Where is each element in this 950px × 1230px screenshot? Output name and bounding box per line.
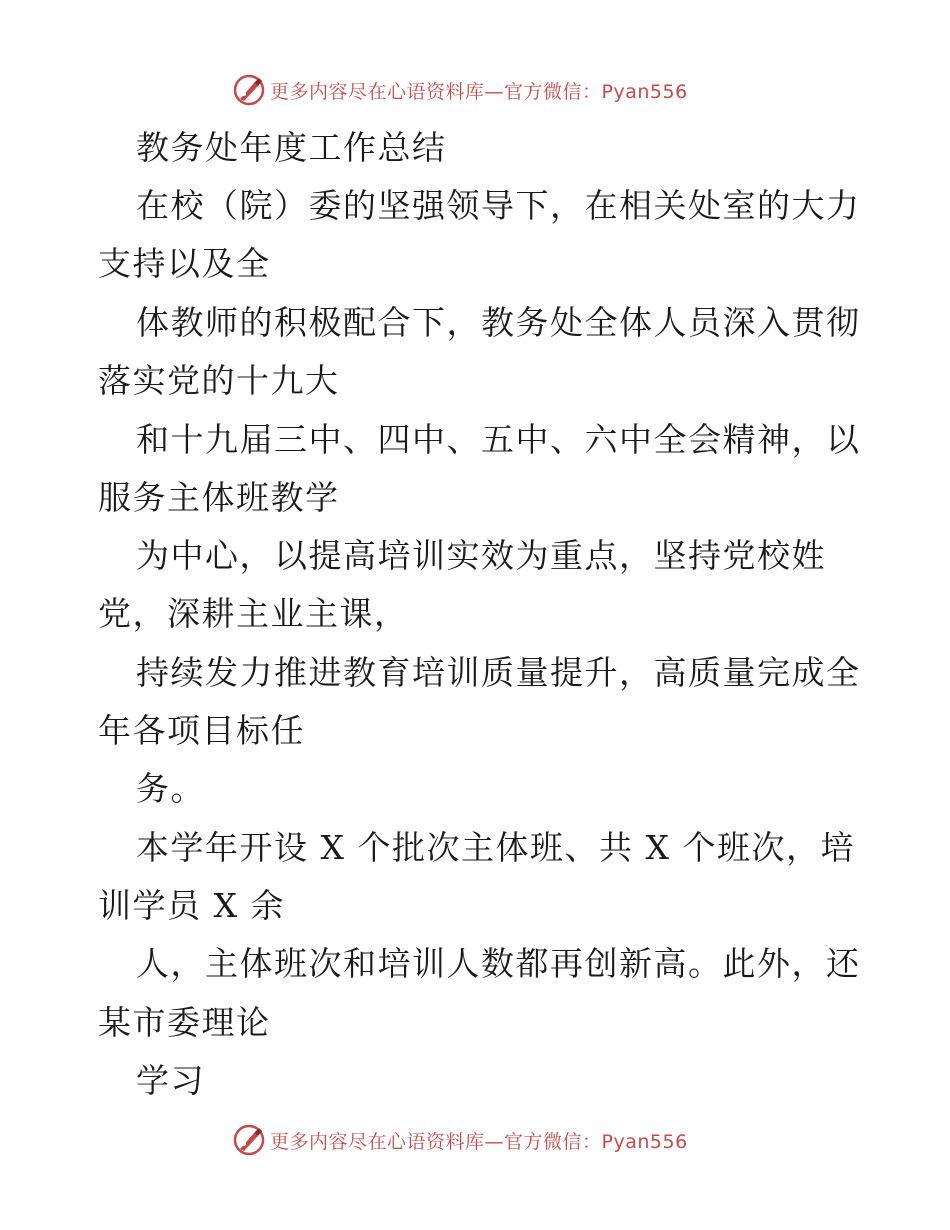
paragraph-line: 支持以及全 (98, 244, 271, 283)
paragraph-line: 本学年开设 X 个批次主体班、共 X 个班次，培 (136, 828, 855, 867)
paragraph-line: 党，深耕主业主课， (98, 594, 409, 633)
paragraph-line: 落实党的十九大 (98, 361, 340, 400)
footer-banner-text: 更多内容尽在心语资料库—官方微信：Pyan556 (270, 1130, 688, 1153)
paragraph-line: 体教师的积极配合下，教务处全体人员深入贯彻 (136, 303, 861, 342)
paragraph-line: 务。 (136, 769, 205, 808)
header-banner (232, 70, 688, 110)
paragraph-line: 训学员 X 余 (98, 886, 285, 925)
paragraph-line: 为中心，以提高培训实效为重点，坚持党校姓 (136, 536, 826, 575)
paragraph-line: 人，主体班次和培训人数都再创新高。此外，还 (136, 944, 861, 983)
paragraph-line: 和十九届三中、四中、五中、六中全会精神，以 (136, 420, 861, 459)
paragraph-line: 学习 (136, 1061, 205, 1100)
document-title: 教务处年度工作总结 (136, 128, 447, 167)
paragraph-line: 持续发力推进教育培训质量提升，高质量完成全 (136, 653, 861, 692)
pen-logo-icon (232, 1123, 266, 1157)
header-banner-text: 更多内容尽在心语资料库—官方微信：Pyan556 (270, 80, 688, 103)
pen-logo-icon (232, 73, 266, 107)
paragraph-line: 服务主体班教学 (98, 478, 340, 517)
paragraph-line: 在校（院）委的坚强领导下，在相关处室的大力 (136, 186, 861, 225)
paragraph-line: 年各项目标任 (98, 711, 305, 750)
paragraph-line: 某市委理论 (98, 1003, 271, 1042)
footer-banner (232, 1120, 688, 1160)
